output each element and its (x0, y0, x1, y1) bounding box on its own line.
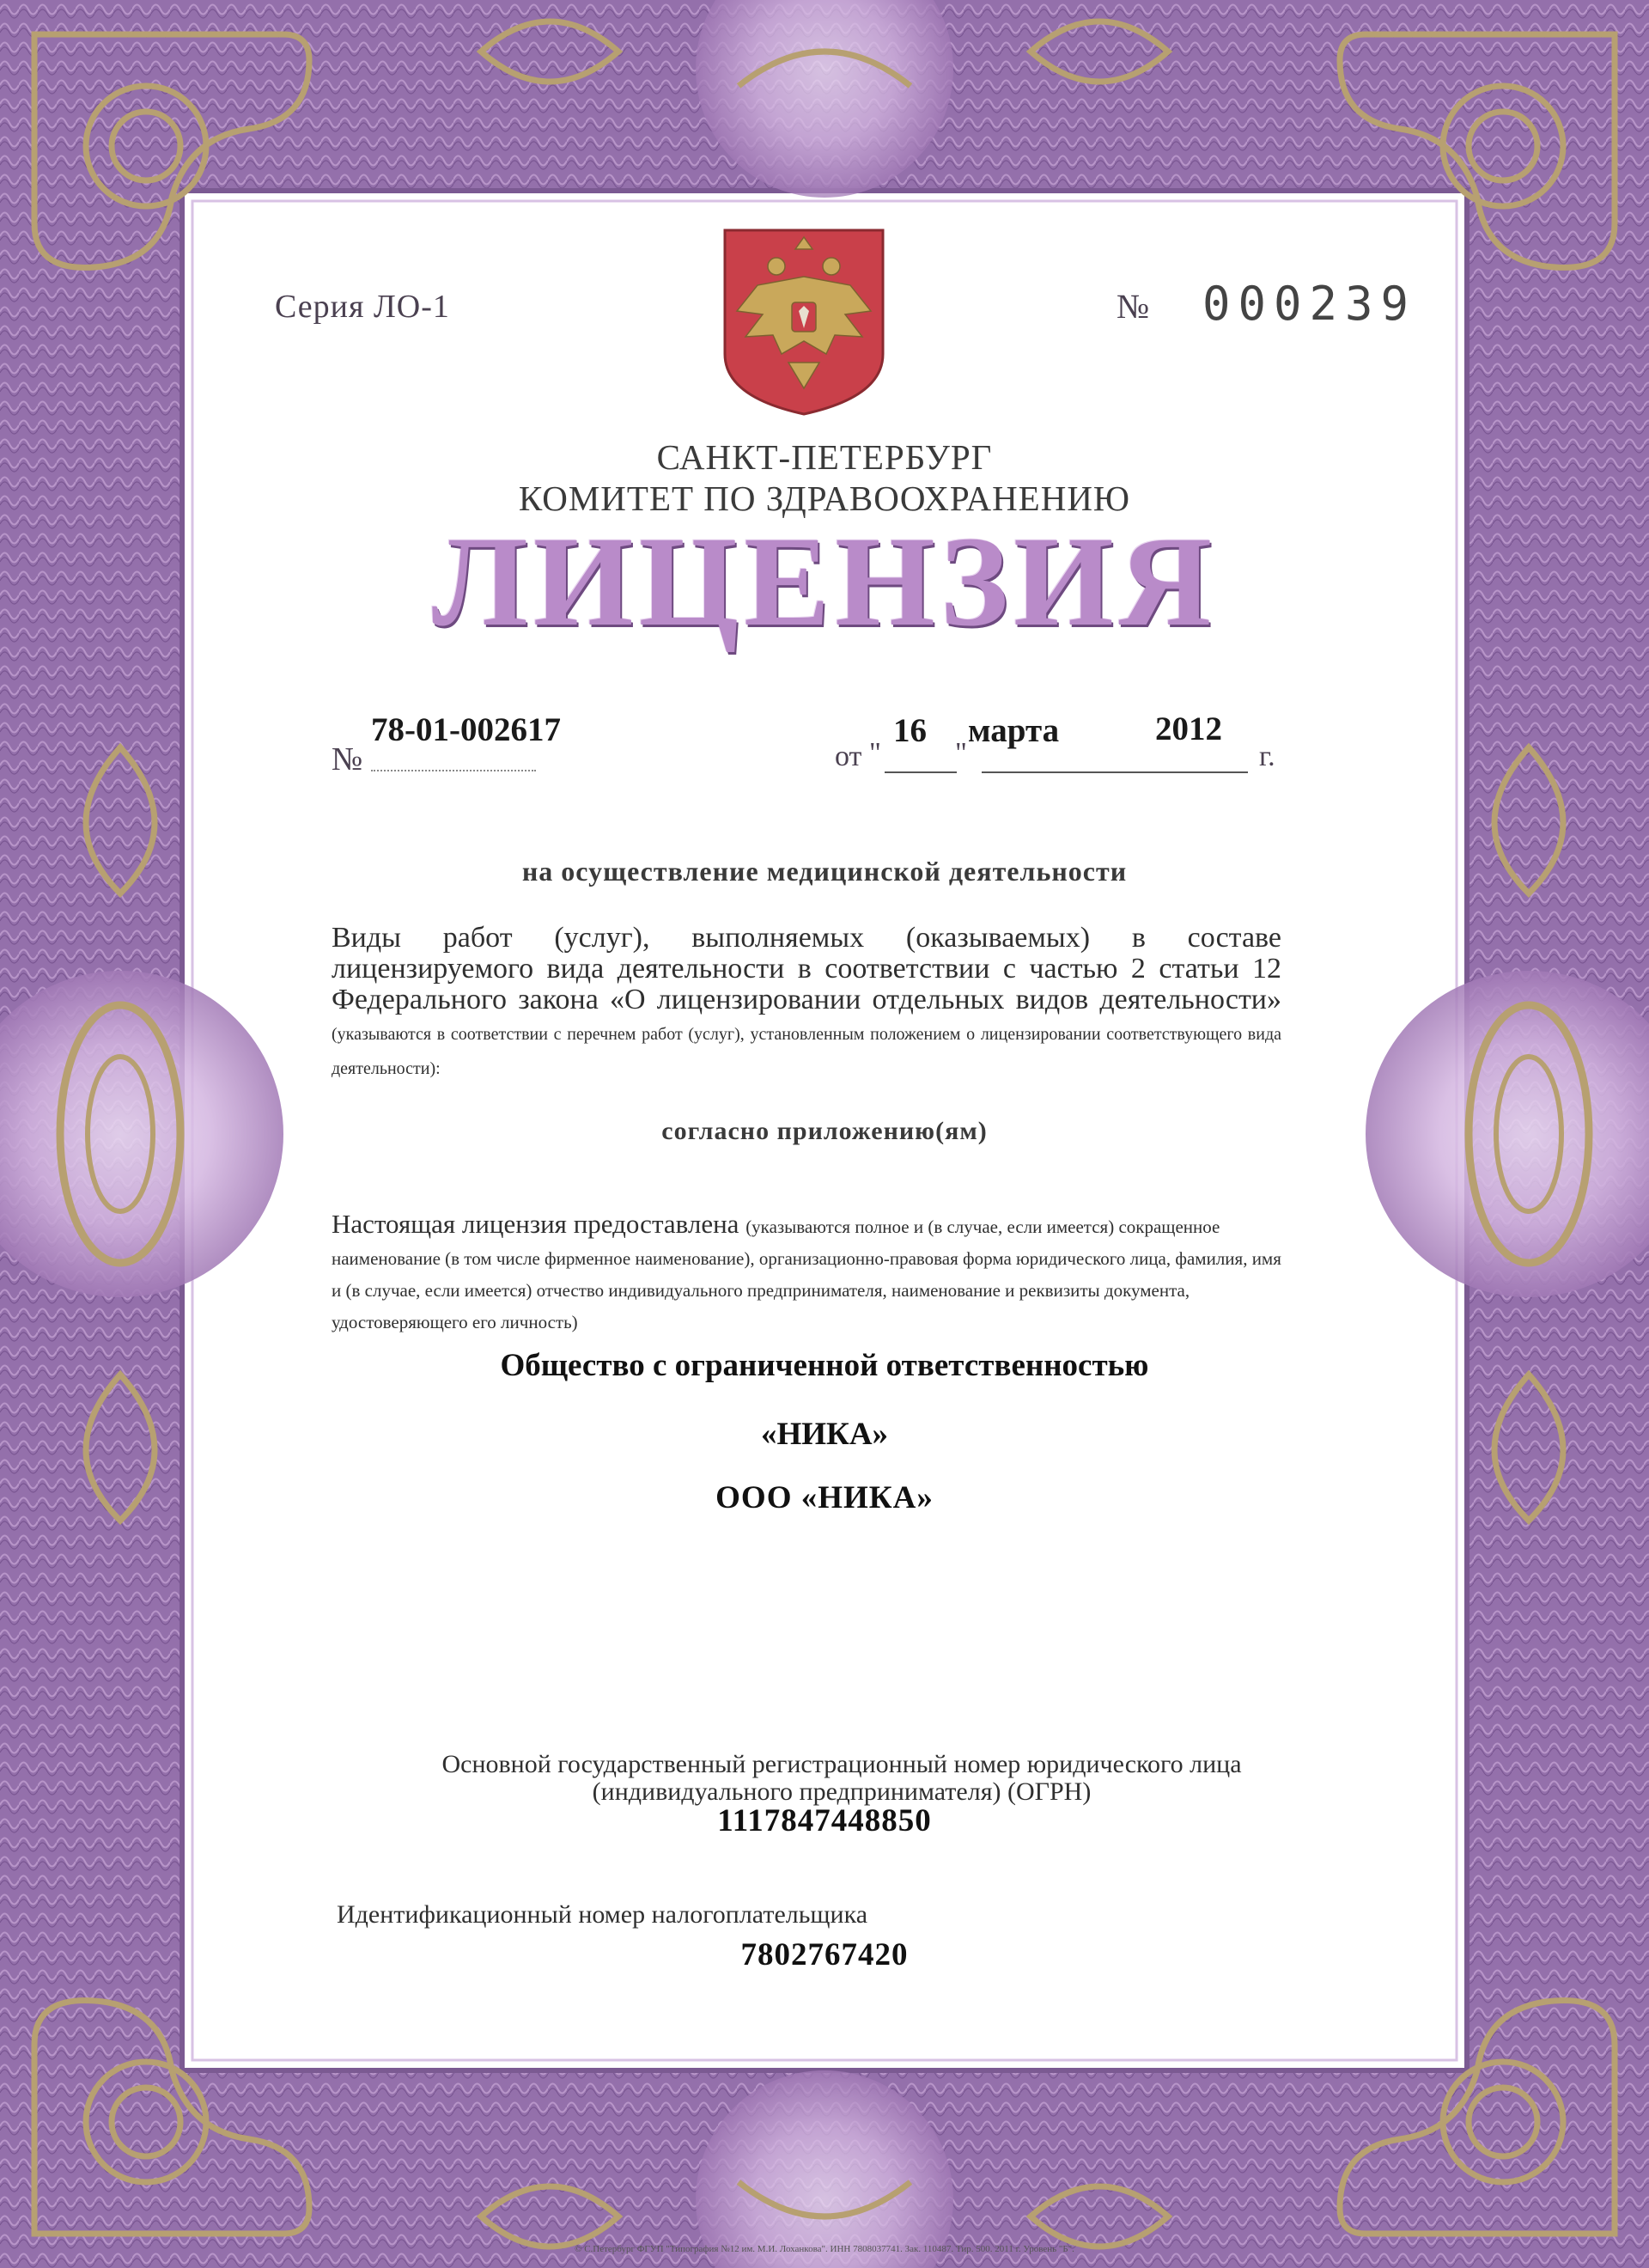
printer-imprint: © С.Петербург ФГУП "Типография №12 им. М.И. Лоханкова". ИНН 7808037741. Зак. 110487. Тир. 500. 2011 г. Уровень "Б". (575, 2244, 1074, 2254)
works-note: (указываются в соответствии с перечнем работ (услуг), установленным положением о лицензировании соответствующего вида деятельности): (332, 1025, 1281, 1078)
license-date-year: 2012 (1155, 710, 1222, 747)
works-text: Виды работ (услуг), выполняемых (оказываемых) в составе лицензируемого вида деятельности в соответствии с частью 2 статьи 12 Федерального закона «О лицензировании отдельных видов деятельности» (332, 922, 1281, 1015)
license-date-day: 16 (893, 712, 927, 749)
granted-note: (указываются полное и (в случае, если имеется) сокращенное наименование (в том числе фирменное наименование), организационно-правовая форма юридического лица, фамилия, имя и (в случае, если имеется) отчество индивидуального предпринимателя, наименование и реквизиты документа, удостоверяющего его личность) (332, 1216, 1281, 1332)
ogrn-label: Основной государственный регистрационный номер юридического лица (индивидуального предпринимателя) (ОГРН) (441, 1750, 1242, 1806)
date-prefix: от (835, 741, 862, 772)
serial-number-sign: № (1117, 287, 1150, 326)
inn-label: Идентификационный номер налогоплательщика (337, 1900, 868, 1929)
organization-short-name: ООО «НИКА» (715, 1480, 934, 1515)
per-appendix: согласно приложению(ям) (661, 1117, 988, 1145)
granted-description (332, 1210, 1281, 1337)
issuer-committee: КОМИТЕТ ПО ЗДРАВООХРАНЕНИЮ (518, 479, 1131, 518)
coat-of-arms-icon (720, 225, 888, 419)
date-month-underline (982, 771, 1248, 773)
license-number-label: № (332, 741, 363, 777)
date-day-underline (885, 771, 957, 773)
serial-number: 000239 (1202, 277, 1417, 331)
series-label: Серия ЛО-1 (275, 289, 450, 325)
activity-type: на осуществление медицинской деятельности (521, 856, 1128, 887)
date-open-quote: " (869, 737, 881, 769)
organization-full-name-line2: «НИКА» (760, 1417, 889, 1452)
license-number: 78-01-002617 (371, 711, 561, 748)
inn-value: 7802767420 (740, 1937, 909, 1972)
organization-full-name-line1: Общество с ограниченной ответственностью (500, 1348, 1149, 1383)
issuer-city: САНКТ-ПЕТЕРБУРГ (656, 437, 993, 477)
license-number-underline (371, 770, 536, 771)
works-description (332, 923, 1281, 1084)
date-close-quote: " (955, 737, 967, 769)
ogrn-value: 1117847448850 (717, 1803, 932, 1838)
document-title: ЛИЦЕНЗИЯ (431, 510, 1217, 653)
license-date-month: марта (968, 712, 1060, 749)
granted-text: Настоящая лицензия предоставлена (332, 1209, 746, 1239)
year-suffix: г. (1259, 741, 1275, 772)
